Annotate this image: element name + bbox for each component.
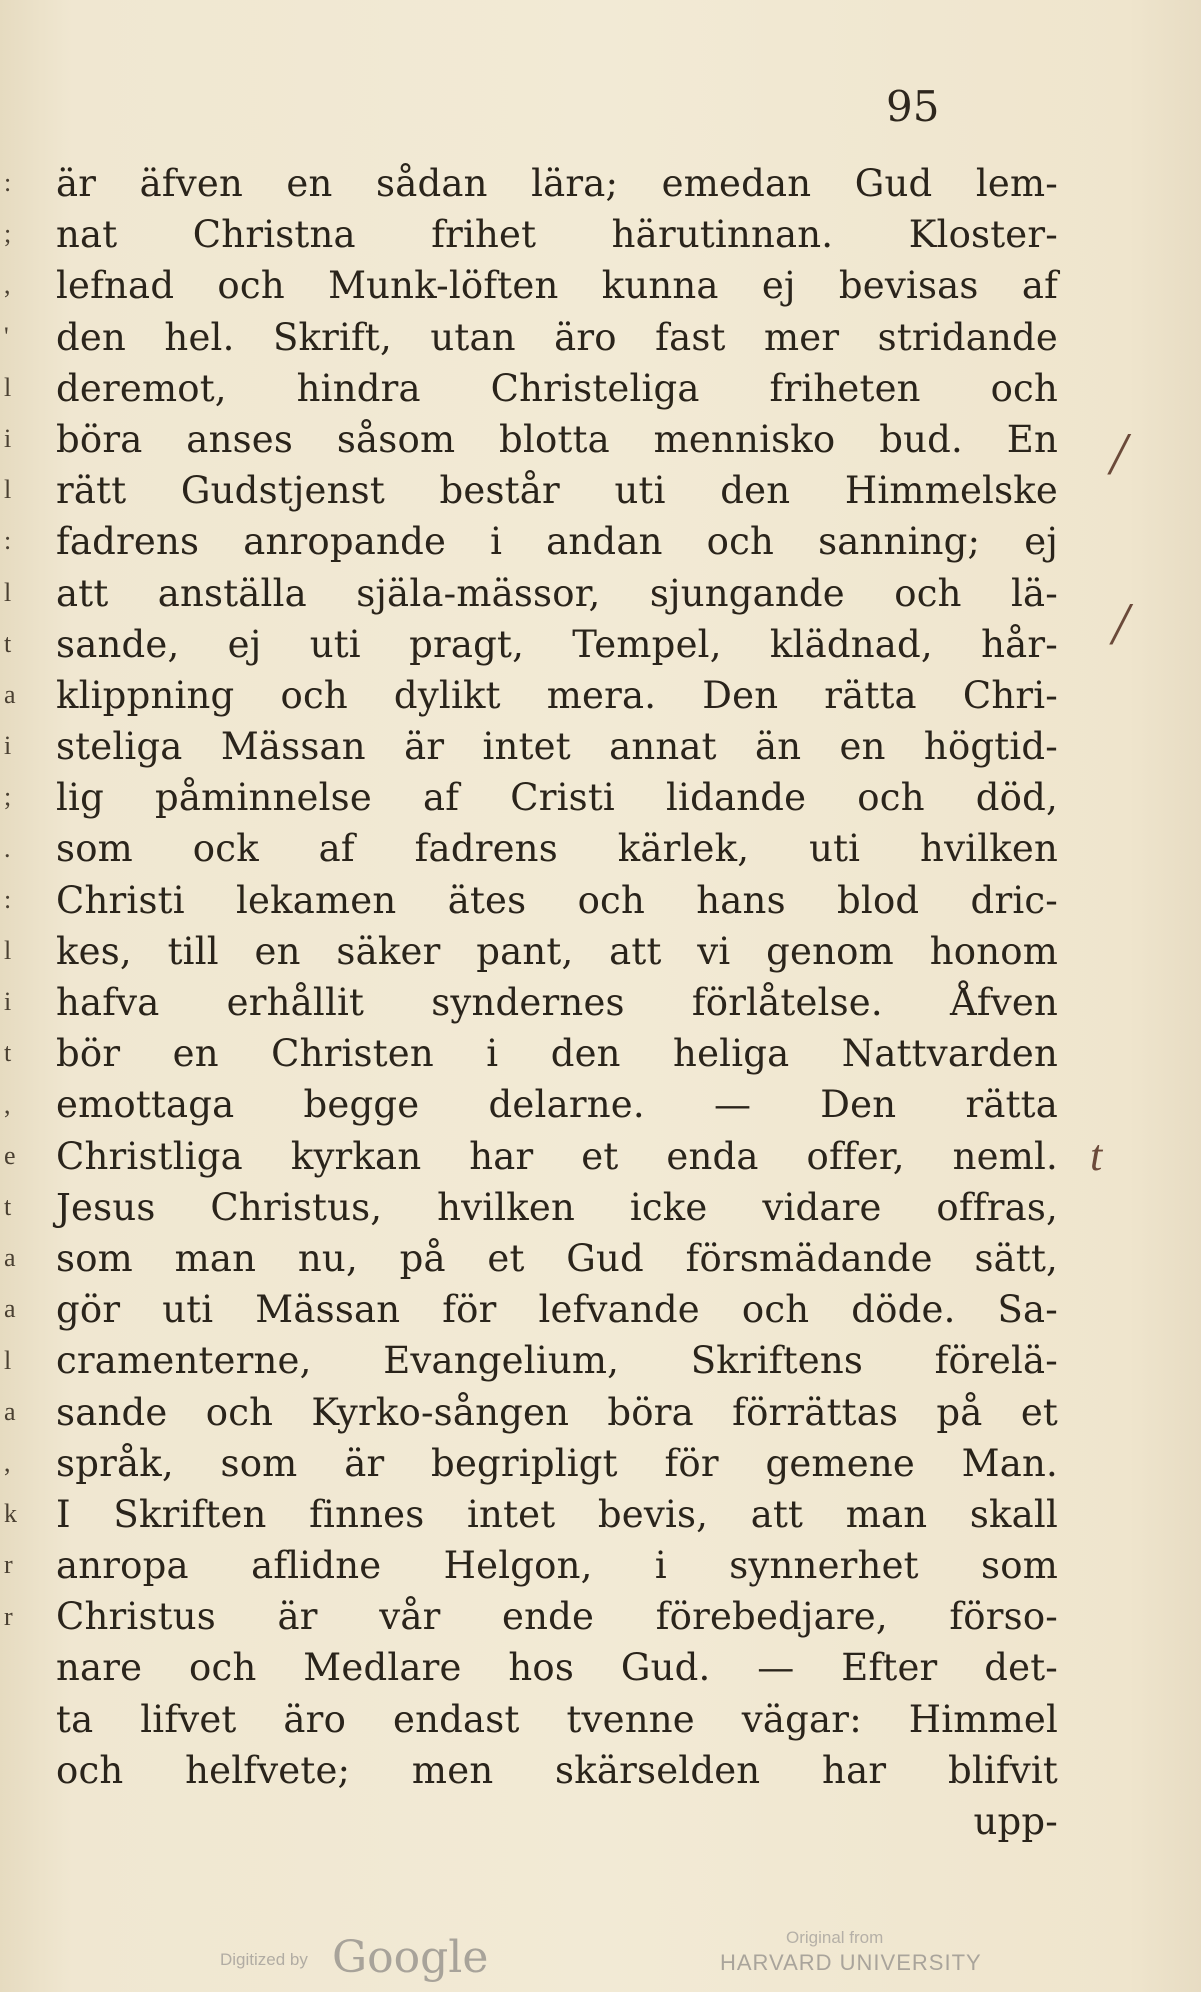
gutter-mark: l <box>4 936 12 965</box>
text-line: språk, som är begripligt för gemene Man. <box>56 1441 1058 1485</box>
gutter-mark: ' <box>4 321 9 351</box>
gutter-mark: l <box>4 372 12 402</box>
scan-footer <box>0 1920 1201 1983</box>
gutter-mark: . <box>4 833 11 863</box>
text-line: sande, ej uti pragt, Tempel, klädnad, hår- <box>56 622 1058 666</box>
margin-annotation-mark: / <box>1112 591 1129 657</box>
margin-annotation-mark: t <box>1090 1131 1103 1180</box>
text-line: sande och Kyrko-sången böra förrättas på et <box>56 1390 1058 1434</box>
text-line: deremot, hindra Christeliga friheten och <box>56 366 1058 410</box>
digitized-by-label: Digitized by <box>220 1950 308 1969</box>
text-line: som ock af fadrens kärlek, uti hvilken <box>56 827 1058 871</box>
gutter-mark: a <box>4 680 16 709</box>
text-line: och helfvete; men skärselden har blifvit <box>56 1748 1058 1792</box>
gutter-mark: a <box>4 1396 16 1426</box>
left-gutter-bleed <box>0 160 22 1860</box>
text-line: fadrens anropande i andan och sanning; ej <box>56 520 1058 564</box>
text-line: den hel. Skrift, utan äro fast mer stridande <box>56 315 1058 359</box>
gutter-mark: i <box>4 987 12 1017</box>
text-line: upp- <box>973 1800 1058 1843</box>
gutter-mark: l <box>4 475 12 505</box>
text-line: rätt Gudstjenst består uti den Himmelske <box>56 469 1058 513</box>
margin-annotation-mark: / <box>1110 421 1127 487</box>
text-line: hafva erhållit syndernes förlåtelse. Åfven <box>56 981 1058 1024</box>
text-line: anropa aflidne Helgon, i synnerhet som <box>56 1544 1058 1588</box>
gutter-mark: r <box>4 1601 13 1631</box>
gutter-mark: , <box>4 1448 11 1477</box>
gutter-mark: a <box>4 1243 16 1273</box>
gutter-mark: , <box>4 1089 11 1119</box>
text-line: ta lifvet äro endast tvenne vägar: Himmel <box>56 1697 1058 1741</box>
gutter-mark: : <box>4 168 12 197</box>
text-line: böra anses såsom blotta mennisko bud. En <box>56 417 1058 461</box>
gutter-mark: t <box>4 1038 12 1068</box>
original-from-label: Original from <box>786 1928 884 1947</box>
page-number: 95 <box>886 82 940 131</box>
text-line: steliga Mässan är intet annat än en högtid- <box>56 725 1058 769</box>
body-text <box>56 158 1058 1847</box>
google-logo: Google <box>332 1932 489 1983</box>
text-line: cramenterne, Evangelium, Skriftens förelä- <box>56 1339 1058 1383</box>
text-line: Jesus Christus, hvilken icke vidare offras, <box>56 1185 1058 1229</box>
gutter-mark: ; <box>4 782 12 812</box>
text-line: som man nu, på et Gud försmädande sätt, <box>56 1236 1058 1280</box>
text-line: I Skriften finnes intet bevis, att man skall <box>56 1492 1058 1536</box>
gutter-mark: , <box>4 270 11 300</box>
text-line: är äfven en sådan lära; emedan Gud lem- <box>56 162 1058 205</box>
text-line: bör en Christen i den heliga Nattvarden <box>56 1032 1058 1076</box>
gutter-mark: t <box>4 1192 12 1221</box>
text-line: Christliga kyrkan har et enda offer, neml. <box>56 1134 1058 1178</box>
gutter-mark: r <box>4 1550 13 1580</box>
text-line: lefnad och Munk-löften kunna ej bevisas af <box>56 264 1058 308</box>
gutter-mark: a <box>4 1294 16 1324</box>
gutter-mark: : <box>4 884 12 914</box>
text-line: lig påminnelse af Cristi lidande och död, <box>56 776 1058 820</box>
text-line: emottaga begge delarne. — Den rätta <box>56 1083 1058 1127</box>
gutter-mark: i <box>4 424 12 453</box>
text-line: klippning och dylikt mera. Den rätta Chri- <box>56 673 1058 717</box>
gutter-mark: e <box>4 1140 16 1170</box>
institution-label: HARVARD UNIVERSITY <box>720 1950 982 1975</box>
text-line: att anställa själa-mässor, sjungande och lä- <box>56 571 1058 615</box>
gutter-mark: : <box>4 526 12 556</box>
text-line: Christus är vår ende förebedjare, förso- <box>56 1595 1058 1639</box>
text-line: nare och Medlare hos Gud. — Efter det- <box>56 1646 1058 1690</box>
gutter-mark: k <box>4 1499 17 1529</box>
text-line: kes, till en säker pant, att vi genom honom <box>56 929 1058 973</box>
gutter-mark: ; <box>4 219 12 249</box>
text-line: nat Christna frihet härutinnan. Kloster- <box>56 213 1058 257</box>
gutter-mark: i <box>4 731 12 761</box>
text-line: gör uti Mässan för lefvande och döde. Sa- <box>56 1288 1058 1332</box>
gutter-mark: t <box>4 628 12 658</box>
gutter-mark: l <box>4 577 12 607</box>
text-line: Christi lekamen ätes och hans blod dric- <box>56 878 1058 922</box>
gutter-mark: l <box>4 1345 12 1375</box>
